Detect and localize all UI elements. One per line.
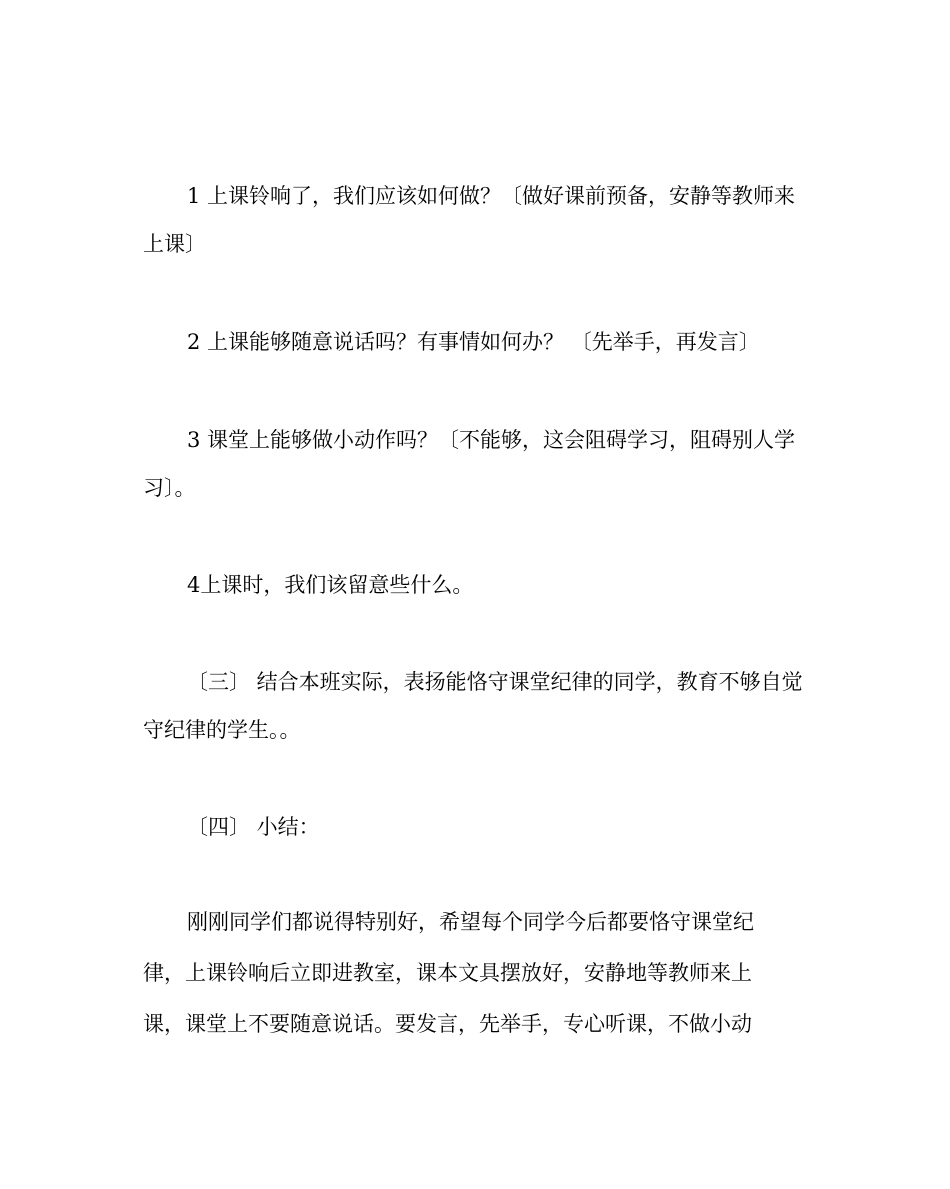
paragraph-question-2: 2 上课能够随意说话吗？有事情如何办？ 〔先举手，再发言〕: [187, 330, 760, 354]
paragraph-question-3: 3 课堂上能够做小动作吗？〔不能够，这会阻碍学习，阻碍别人学习〕。: [143, 428, 796, 500]
summary-line: 律，上课铃响后立即进教室，课本文具摆放好，安静地等教师来上: [143, 961, 752, 985]
paragraph-section-3: 〔三〕 结合本班实际，表扬能恪守课堂纪律的同学，教育不够自觉守纪律的学生。。: [143, 670, 803, 742]
paragraph-question-1: 1 上课铃响了，我们应该如何做？〔做好课前预备，安静等教师来上课〕: [143, 184, 796, 256]
summary-line: 课，课堂上不要随意说话。要发言，先举手，专心听课，不做小动: [143, 1012, 752, 1036]
paragraph-section-4-heading: 〔四〕 小结：: [187, 815, 320, 839]
paragraph-question-4: 4上课时，我们该留意些什么。: [187, 573, 474, 597]
paragraph-summary: [143, 897, 808, 1050]
summary-line: 刚刚同学们都说得特别好，希望每个同学今后都要恪守课堂纪: [187, 910, 754, 934]
